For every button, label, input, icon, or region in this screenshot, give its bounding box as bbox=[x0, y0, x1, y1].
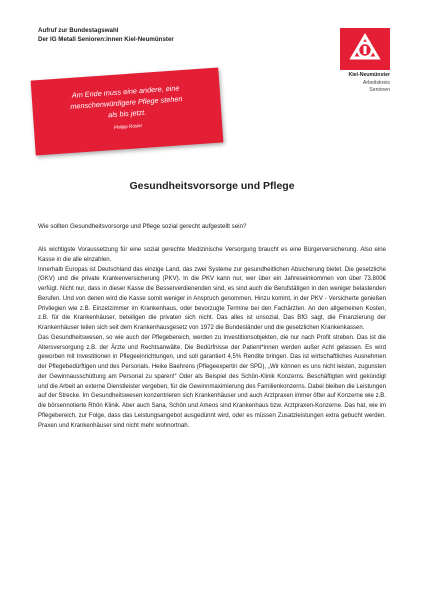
quote-box bbox=[31, 68, 224, 156]
org-line-2: Arbeitskreis bbox=[362, 79, 390, 86]
ig-metall-logo bbox=[340, 24, 390, 70]
paragraph: Innerhalb Europas ist Deutschland das einzige Land, das zwei Systeme zur gesundheitlichen Absicherung bietet. Die gesetzliche (GKV) und die private Krankenversicherung (PKV). In die PKV kann nur, wer über ein Jahreseinkommen von über 73.800€ verfügt. Nicht nur, dass in dieser Kasse die Besserverdienenden sind, es sind auch die Berufstätigen in den weniger belastenden Berufen. Und von denen wird die Kasse somit weniger in Anspruch genommen. Hinzu kommt, in der PKV - Versicherte genießen Privilegien wie z.B. Einzelzimmer im Krankenhaus, oder bevorzugte Termine bei den Fachärzten. An den allgemeinen Kosten, z.B. für die Krankenhäuser, beteiligen die privaten sich nicht. Das alles ist unsozial, Das BfG sagt, die Finanzierung der Krankenhäuser teilen sich seit dem Krankenhausgesetz von 1972 die Bundesländer und die gesetzlichen Krankenkassen. bbox=[38, 266, 386, 331]
paragraph: Als wichtigste Voraussetzung für eine sozial gerechte Medizinische Versorgung braucht es eine Bürgerversicherung. Also eine Kasse in die alle einzahlen. bbox=[38, 247, 386, 263]
org-line-1: Kiel-Neumünster bbox=[348, 72, 390, 78]
org-label bbox=[348, 72, 390, 95]
document-header bbox=[38, 26, 174, 44]
org-line-3: Senioren bbox=[369, 87, 390, 93]
lead-question: Wie sollten Gesundheitsvorsorge und Pflege sozial gerecht aufgestellt sein? bbox=[38, 223, 247, 230]
page-title: Gesundheitsvorsorge und Pflege bbox=[129, 180, 295, 192]
paragraph: Das Gesundheitswesen, so wie auch der Pflegebereich, werden zu Investitionsobjekten, die nur nach Profit streben. Das ist die Altersversorgung z.B. der Ärzte und Rechtsanwälte. Die Bedürfnisse der Patient*innen werden außer Acht gelassen. Es wird geworben mit Investitionen in Pflegeeinrichtungen, und soll garantiert 4,5% Rendite bringen. Das ist wirtschaftliches Ausnehmen der Pflegebedürftigen und des Personals. Heike Baehrens (Pflegeexpertin der SPD), „Wir können es uns nicht leisten, zugunsten der Gewinnausschüttung am Personal zu sparen!“ Oder als Beispiel des Schön-Klinik Konzerns. Beschäftigten wird gekündigt und die Arbeit an externe Dienstleister vergeben, für die Gewinnmaximierung des Familienkonzerns. Dabei bleiben die Leistungen auf der Strecke. Im Gesundheitswesen konzentrieren sich Krankenhäuser und auch Arztpraxen immer öfter auf Konzerne wie z.B. die börsennotierte Rhön Klinik. Aber auch Sana, Schön und Ameos sind Krankenhaus bzw. Arztpraxen-Konzerne. Das hat, wie im Pflegebereich, zur Folge, dass das Leistungsangebot ausgedünnt wird, oder es müssen Zusatzleistungen extra gebucht werden. Praxen und Krankenhäuser sind nicht mehr wohnortnah. bbox=[38, 334, 386, 429]
quote-text: Am Ende muss eine andere, eine menschenwürdigere Pflege stehen als bis jetzt. bbox=[70, 83, 183, 120]
header-line-2: Der IG Metall Senioren:innen Kiel-Neumünster bbox=[38, 36, 174, 43]
quote-author: Philipp Rösler bbox=[113, 122, 143, 130]
body-text bbox=[38, 246, 386, 431]
header-line-1: Aufruf zur Bundestagswahl bbox=[38, 27, 119, 34]
